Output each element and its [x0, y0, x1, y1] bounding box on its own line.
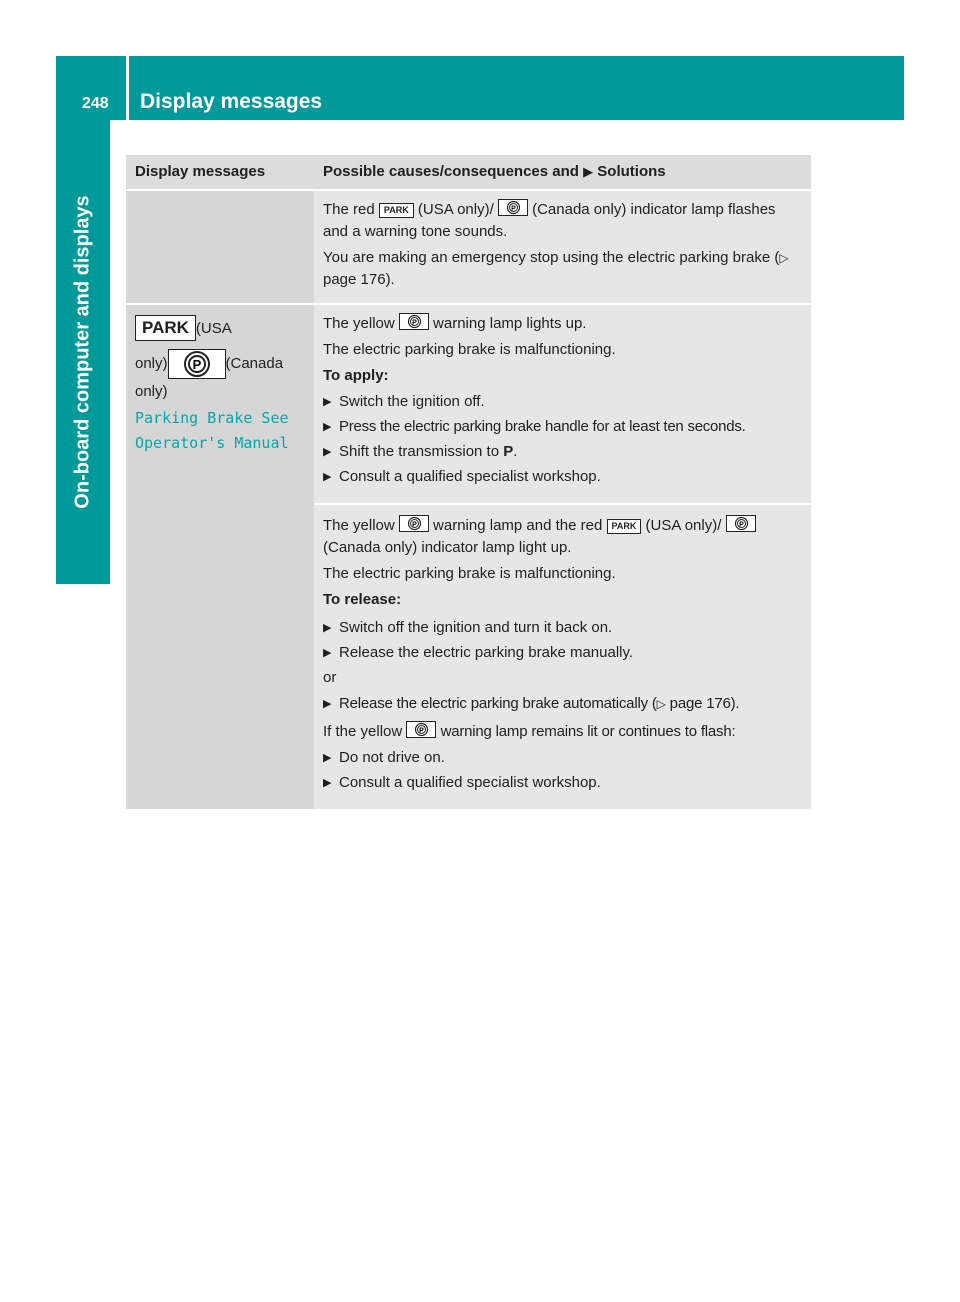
col-header-causes-label: Possible causes/consequences and [323, 163, 579, 180]
svg-text:P: P [192, 357, 201, 372]
display-line [135, 349, 305, 379]
table-row [126, 190, 811, 304]
text: If the yellow [323, 723, 403, 740]
list-item [323, 466, 802, 488]
display-messages-table [126, 155, 811, 809]
text: (Canada only) indicator lamp flashes and a warning tone sounds. [323, 201, 776, 240]
page-number: 248 [82, 95, 109, 112]
list-item [323, 391, 802, 413]
display-line [135, 315, 305, 341]
text: only) [135, 354, 168, 372]
paragraph [323, 313, 802, 335]
text: warning lamp remains lit or continues to flash: [440, 723, 736, 740]
circle-p-brake-icon [726, 515, 756, 532]
right-triangle-arrow-icon: ▶ [583, 164, 594, 179]
list-item [323, 693, 802, 715]
right-triangle-arrow-icon: ▶ [323, 446, 332, 458]
subheading: To apply: [323, 367, 389, 384]
list-item [323, 416, 802, 438]
text: . [513, 443, 518, 460]
text: (Canada [225, 354, 284, 372]
circle-p-brake-icon [498, 199, 528, 216]
display-line [135, 379, 305, 404]
right-triangle-arrow-icon: ▶ [323, 752, 332, 764]
text: (USA only)/ [417, 201, 494, 218]
list-item [323, 747, 802, 769]
display-message-line1: Parking Brake See [135, 409, 289, 427]
paragraph: The electric parking brake is malfunctioning. [323, 341, 616, 358]
list-item [323, 441, 802, 463]
park-brake-icon: PARK [607, 519, 642, 534]
right-triangle-arrow-icon: ▶ [323, 647, 332, 659]
right-triangle-arrow-icon: ▶ [323, 471, 332, 483]
right-triangle-arrow-icon: ▶ [323, 777, 332, 789]
step-text: Release the electric parking brake manually. [339, 644, 634, 661]
side-tab-label: On-board computer and displays [71, 195, 94, 509]
col-header-causes-solutions [314, 155, 811, 190]
gear-letter: P [503, 443, 514, 460]
paragraph: The electric parking brake is malfunctioning. [323, 565, 616, 582]
right-triangle-arrow-icon: ▶ [323, 698, 332, 710]
step-text: Consult a qualified specialist workshop. [339, 468, 601, 485]
display-cell-empty [126, 190, 314, 304]
park-brake-icon: PARK [379, 203, 414, 218]
text: warning lamp lights up. [433, 315, 587, 332]
paragraph [323, 721, 802, 743]
header-divider [126, 56, 129, 120]
text: (Canada only) indicator lamp light up. [323, 539, 572, 556]
right-triangle-arrow-icon: ▶ [323, 396, 332, 408]
subheading: To release: [323, 591, 402, 608]
col-header-solutions-label: Solutions [597, 163, 666, 180]
cause-cell [314, 190, 811, 304]
page-reference-triangle-icon: ▷ [779, 251, 789, 265]
paragraph [323, 247, 802, 291]
circle-p-brake-icon [168, 349, 226, 379]
circle-p-brake-icon [406, 721, 436, 738]
step-text: Press the electric parking brake handle for at least ten seconds. [339, 418, 746, 435]
circle-p-brake-icon [399, 515, 429, 532]
svg-text:P: P [738, 521, 744, 529]
page-reference-link[interactable]: page 176). [669, 695, 740, 712]
page-reference-triangle-icon: ▷ [656, 697, 666, 711]
text: warning lamp and the red [433, 517, 603, 534]
list-item [323, 772, 802, 794]
step-text: Consult a qualified specialist workshop. [339, 774, 601, 791]
display-cell [126, 304, 314, 809]
step-text: Switch off the ignition and turn it back on. [339, 619, 613, 636]
paragraph [323, 199, 802, 243]
list-item [323, 617, 802, 639]
table-row [126, 304, 811, 504]
right-triangle-arrow-icon: ▶ [323, 421, 332, 433]
text: The red [323, 201, 375, 218]
section-title: Display messages [140, 90, 323, 113]
svg-text:P: P [511, 205, 516, 213]
circle-p-brake-icon [399, 313, 429, 330]
text: only) [135, 383, 168, 400]
svg-text:P: P [419, 727, 425, 735]
text: (USA only)/ [645, 517, 722, 534]
step-text: Do not drive on. [339, 749, 445, 766]
step-text [339, 441, 517, 463]
svg-text:P: P [412, 319, 417, 327]
text: You are making an emergency stop using the electric parking brake ( [323, 249, 780, 266]
right-triangle-arrow-icon: ▶ [323, 622, 332, 634]
step-text: Switch the ignition off. [339, 393, 485, 410]
list-item [323, 642, 802, 664]
col-header-display-messages: Display messages [126, 155, 314, 190]
text: The yellow [323, 315, 395, 332]
cause-cell [314, 304, 811, 504]
text: Shift the transmission to [339, 443, 500, 460]
svg-text:P: P [412, 521, 417, 529]
text: Release the electric parking brake automatically ( [339, 695, 657, 712]
park-brake-icon: PARK [135, 315, 196, 341]
text: The yellow [323, 517, 395, 534]
paragraph [323, 515, 802, 559]
step-text [339, 693, 739, 715]
cause-cell [314, 504, 811, 809]
or-text: or [323, 669, 337, 686]
text: (USA [195, 320, 232, 337]
page-reference-link[interactable]: page 176). [323, 271, 395, 288]
display-message-line2: Operator's Manual [135, 434, 289, 452]
